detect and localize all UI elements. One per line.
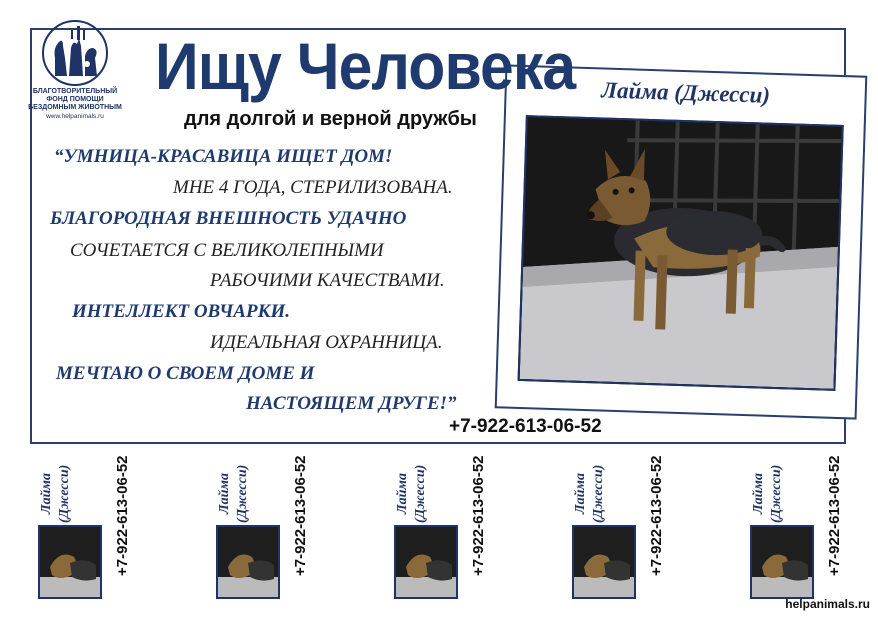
tab-dog-name: Лайма (Джесси) bbox=[217, 464, 250, 524]
tab-phone: +7-922-613-06-52 bbox=[648, 455, 665, 576]
logo-url[interactable]: www.helpanimals.ru bbox=[46, 113, 104, 120]
tab-phone: +7-922-613-06-52 bbox=[292, 455, 309, 576]
tab-dog-name: Лайма (Джесси) bbox=[751, 464, 784, 524]
logo-line-2: ФОНД ПОМОЩИ bbox=[46, 96, 104, 103]
dog-photo bbox=[518, 115, 844, 391]
dog-name: Лайма (Джесси) bbox=[600, 77, 771, 108]
tab-phone: +7-922-613-06-52 bbox=[470, 455, 487, 576]
subheadline: для долгой и верной дружбы bbox=[184, 108, 477, 130]
text-line-9: НАСТОЯЩЕМ ДРУГЕ!” bbox=[246, 393, 457, 414]
text-line-1: “УМНИЦА-КРАСАВИЦА ИЩЕТ ДОМ! bbox=[54, 146, 393, 167]
tab-dog-photo bbox=[216, 525, 280, 599]
tab-dog-photo bbox=[750, 525, 814, 599]
tab-dog-name: Лайма (Джесси) bbox=[39, 464, 72, 524]
tab-dog-photo bbox=[38, 525, 102, 599]
text-line-8: МЕЧТАЮ О СВОЕМ ДОМЕ И bbox=[56, 363, 315, 384]
text-line-4: СОЧЕТАЕТСЯ С ВЕЛИКОЛЕПНЫМИ bbox=[70, 240, 384, 261]
tear-off-tab[interactable] bbox=[566, 455, 716, 615]
tear-off-tab[interactable] bbox=[388, 455, 538, 615]
tab-dog-name: Лайма (Джесси) bbox=[395, 464, 428, 524]
tab-phone: +7-922-613-06-52 bbox=[826, 455, 843, 576]
text-line-3: БЛАГОРОДНАЯ ВНЕШНОСТЬ УДАЧНО bbox=[50, 208, 407, 229]
tear-off-tab[interactable] bbox=[210, 455, 360, 615]
text-line-5: РАБОЧИМИ КАЧЕСТВАМИ. bbox=[210, 270, 445, 291]
animals-silhouette-icon bbox=[41, 18, 109, 88]
headline: Ищу Человека bbox=[155, 29, 576, 103]
tear-off-tab[interactable] bbox=[32, 455, 182, 615]
tab-dog-name: Лайма (Джесси) bbox=[573, 464, 606, 524]
tear-off-tab[interactable] bbox=[744, 455, 878, 615]
site-watermark: helpanimals.ru bbox=[785, 597, 870, 611]
main-phone[interactable]: +7-922-613-06-52 bbox=[449, 416, 602, 437]
tab-phone: +7-922-613-06-52 bbox=[114, 455, 131, 576]
text-line-7: ИДЕАЛЬНАЯ ОХРАННИЦА. bbox=[210, 332, 443, 353]
charity-logo bbox=[20, 18, 130, 120]
logo-line-3: БЕЗДОМНЫМ ЖИВОТНЫМ bbox=[28, 104, 122, 111]
text-line-6: ИНТЕЛЛЕКТ ОВЧАРКИ. bbox=[72, 301, 290, 322]
dog-photo-card bbox=[495, 64, 868, 419]
logo-line-1: БЛАГОТВОРИТЕЛЬНЫЙ bbox=[32, 88, 118, 95]
tab-dog-photo bbox=[572, 525, 636, 599]
text-line-2: МНЕ 4 ГОДА, СТЕРИЛИЗОВАНА. bbox=[173, 177, 453, 198]
tab-dog-photo bbox=[394, 525, 458, 599]
